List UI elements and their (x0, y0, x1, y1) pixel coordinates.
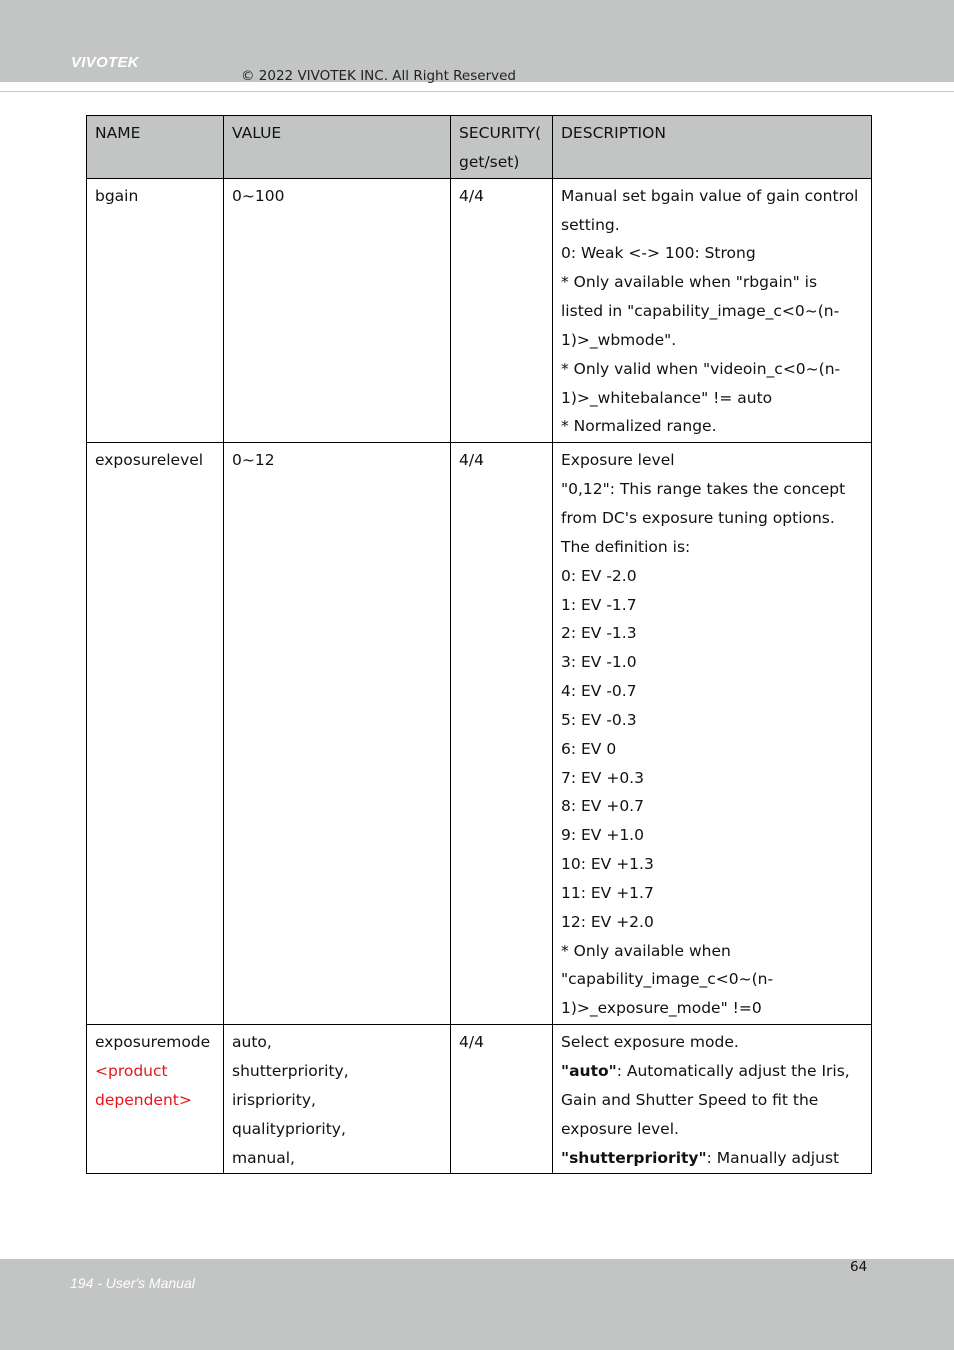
description-line: * Only available when "capability_image_c<0~(n-1)>_exposure_mode" !=0 (561, 941, 774, 1018)
description-line: * Only valid when "videoin_c<0~(n-1)>_whitebalance" != auto (561, 359, 841, 407)
footer-band (0, 1259, 954, 1350)
cell-description (553, 443, 872, 1025)
page-number: 64 (850, 1259, 868, 1275)
value-option: shutterpriority, (232, 1062, 349, 1080)
header-value: VALUE (224, 116, 451, 179)
value-option: auto, (232, 1033, 272, 1052)
parameter-table (86, 115, 872, 1174)
description-line (561, 1057, 863, 1144)
option-text: : Manually adjust (706, 1148, 840, 1167)
option-keyword: "auto" (561, 1062, 617, 1080)
header-security-line: SECURITY( (459, 124, 542, 142)
header-description: DESCRIPTION (553, 116, 872, 179)
value-option: manual, (232, 1148, 295, 1167)
option-text: : Automatically adjust the Iris, Gain and Shutter Speed to fit the exposure level. (561, 1062, 850, 1138)
table-header-row (87, 116, 872, 179)
cell-name: bgain (87, 178, 224, 443)
description-line: 9: EV +1.0 (561, 826, 644, 845)
value-option: irispriority, (232, 1090, 316, 1109)
header-security (451, 116, 553, 179)
cell-security: 4/4 (451, 178, 553, 443)
description-line: 4: EV -0.7 (561, 682, 637, 701)
description-line: 3: EV -1.0 (561, 653, 637, 672)
description-line: 0: Weak <-> 100: Strong (561, 244, 756, 263)
table-row (87, 443, 872, 1025)
description-line: Select exposure mode. (561, 1033, 739, 1052)
table-row (87, 1025, 872, 1174)
cell-name: exposurelevel (87, 443, 224, 1025)
brand-logo: VIVOTEK (71, 54, 139, 71)
description-line: 1: EV -1.7 (561, 595, 637, 614)
option-keyword: "shutterpriority" (561, 1148, 707, 1167)
description-line: 7: EV +0.3 (561, 768, 644, 787)
description-line: 2: EV -1.3 (561, 624, 637, 643)
header-name: NAME (87, 116, 224, 179)
description-line: 10: EV +1.3 (561, 855, 654, 874)
cell-value: 0~12 (224, 443, 451, 1025)
header-divider (0, 91, 954, 92)
description-line: 8: EV +0.7 (561, 797, 644, 816)
description-line (561, 1144, 863, 1173)
table-row (87, 178, 872, 443)
value-option: qualitypriority, (232, 1119, 346, 1138)
description-line: Manual set bgain value of gain control setting. (561, 186, 859, 234)
description-line: 0: EV -2.0 (561, 566, 637, 585)
description-line: 6: EV 0 (561, 739, 617, 758)
description-line: 5: EV -0.3 (561, 710, 637, 729)
header-security-line: get/set) (459, 152, 520, 171)
description-line: 11: EV +1.7 (561, 883, 654, 902)
description-line: 12: EV +2.0 (561, 912, 654, 931)
cell-security: 4/4 (451, 443, 553, 1025)
cell-value (224, 1025, 451, 1174)
cell-security: 4/4 (451, 1025, 553, 1174)
description-line: The definition is: (561, 537, 691, 556)
description-line: Exposure level (561, 451, 675, 470)
cell-value: 0~100 (224, 178, 451, 443)
description-line: "0,12": This range takes the concept from DC's exposure tuning options. (561, 480, 846, 527)
manual-page-label: 194 - User's Manual (70, 1275, 195, 1291)
cell-description (553, 178, 872, 443)
description-line: * Only available when "rbgain" is listed in "capability_image_c<0~(n-1)>_wbmode". (561, 273, 840, 349)
cell-description (553, 1025, 872, 1174)
param-name: exposuremode (95, 1033, 211, 1052)
description-line: * Normalized range. (561, 417, 717, 436)
cell-name (87, 1025, 224, 1174)
copyright-text: © 2022 VIVOTEK INC. All Right Reserved (241, 68, 516, 84)
product-dependent-note: <product dependent> (95, 1062, 192, 1109)
